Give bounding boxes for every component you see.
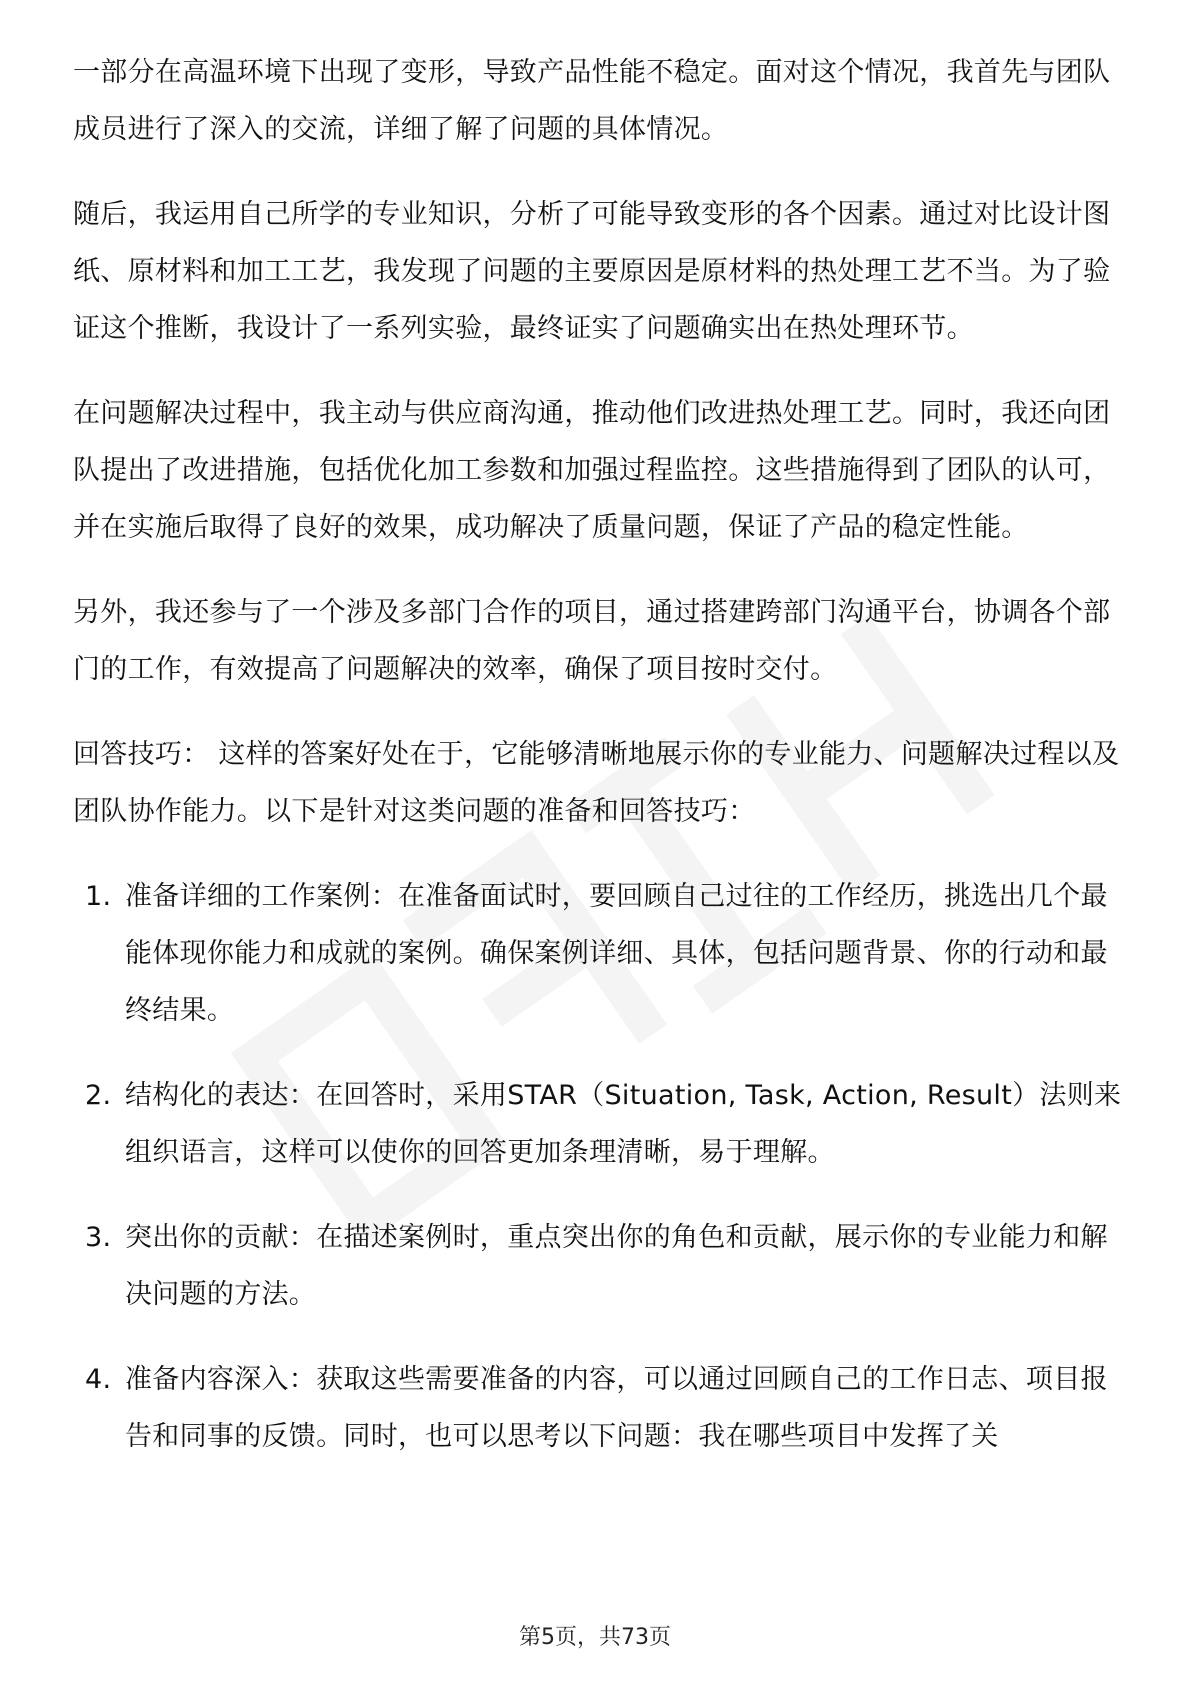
document-body bbox=[73, 44, 1123, 1493]
list-item bbox=[73, 1067, 1123, 1181]
page-number-footer: 第5页，共73页 bbox=[519, 1625, 671, 1650]
tips-list bbox=[73, 868, 1123, 1465]
paragraph-1: 一部分在高温环境下出现了变形，导致产品性能不稳定。面对这个情况，我首先与团队成员进行了深入的交流，详细了解了问题的具体情况。 bbox=[73, 57, 1111, 145]
list-item bbox=[73, 1351, 1123, 1465]
list-text: 准备详细的工作案例：在准备面试时，要回顾自己过往的工作经历，挑选出几个最能体现你能力和成就的案例。确保案例详细、具体，包括问题背景、你的行动和最终结果。 bbox=[125, 881, 1108, 1026]
list-text: 结构化的表达：在回答时，采用STAR（Situation, Task, Action, Result）法则来组织语言，这样可以使你的回答更加条理清晰，易于理解。 bbox=[125, 1080, 1122, 1168]
paragraph-tips: 回答技巧： 这样的答案好处在于，它能够清晰地展示你的专业能力、问题解决过程以及团队协作能力。以下是针对这类问题的准备和回答技巧： bbox=[73, 739, 1120, 827]
list-text: 突出你的贡献：在描述案例时，重点突出你的角色和贡献，展示你的专业能力和解决问题的方法。 bbox=[125, 1222, 1108, 1310]
list-number: 1. bbox=[85, 881, 112, 912]
list-text: 准备内容深入：获取这些需要准备的内容，可以通过回顾自己的工作日志、项目报告和同事的反馈。同时，也可以思考以下问题：我在哪些项目中发挥了关 bbox=[125, 1364, 1108, 1452]
list-number: 3. bbox=[85, 1222, 112, 1253]
paragraph-2: 随后，我运用自己所学的专业知识，分析了可能导致变形的各个因素。通过对比设计图纸、原材料和加工工艺，我发现了问题的主要原因是原材料的热处理工艺不当。为了验证这个推断，我设计了一系列实验，最终证实了问题确实出在热处理环节。 bbox=[73, 199, 1111, 344]
list-item bbox=[73, 1209, 1123, 1323]
paragraph-3: 在问题解决过程中，我主动与供应商沟通，推动他们改进热处理工艺。同时，我还向团队提出了改进措施，包括优化加工参数和加强过程监控。这些措施得到了团队的认可，并在实施后取得了良好的效果，成功解决了质量问题，保证了产品的稳定性能。 bbox=[73, 398, 1111, 543]
paragraph-4: 另外，我还参与了一个涉及多部门合作的项目，通过搭建跨部门沟通平台，协调各个部门的工作，有效提高了问题解决的效率，确保了项目按时交付。 bbox=[73, 597, 1111, 685]
list-number: 4. bbox=[85, 1364, 112, 1395]
list-item bbox=[73, 868, 1123, 1039]
list-number: 2. bbox=[85, 1080, 112, 1111]
